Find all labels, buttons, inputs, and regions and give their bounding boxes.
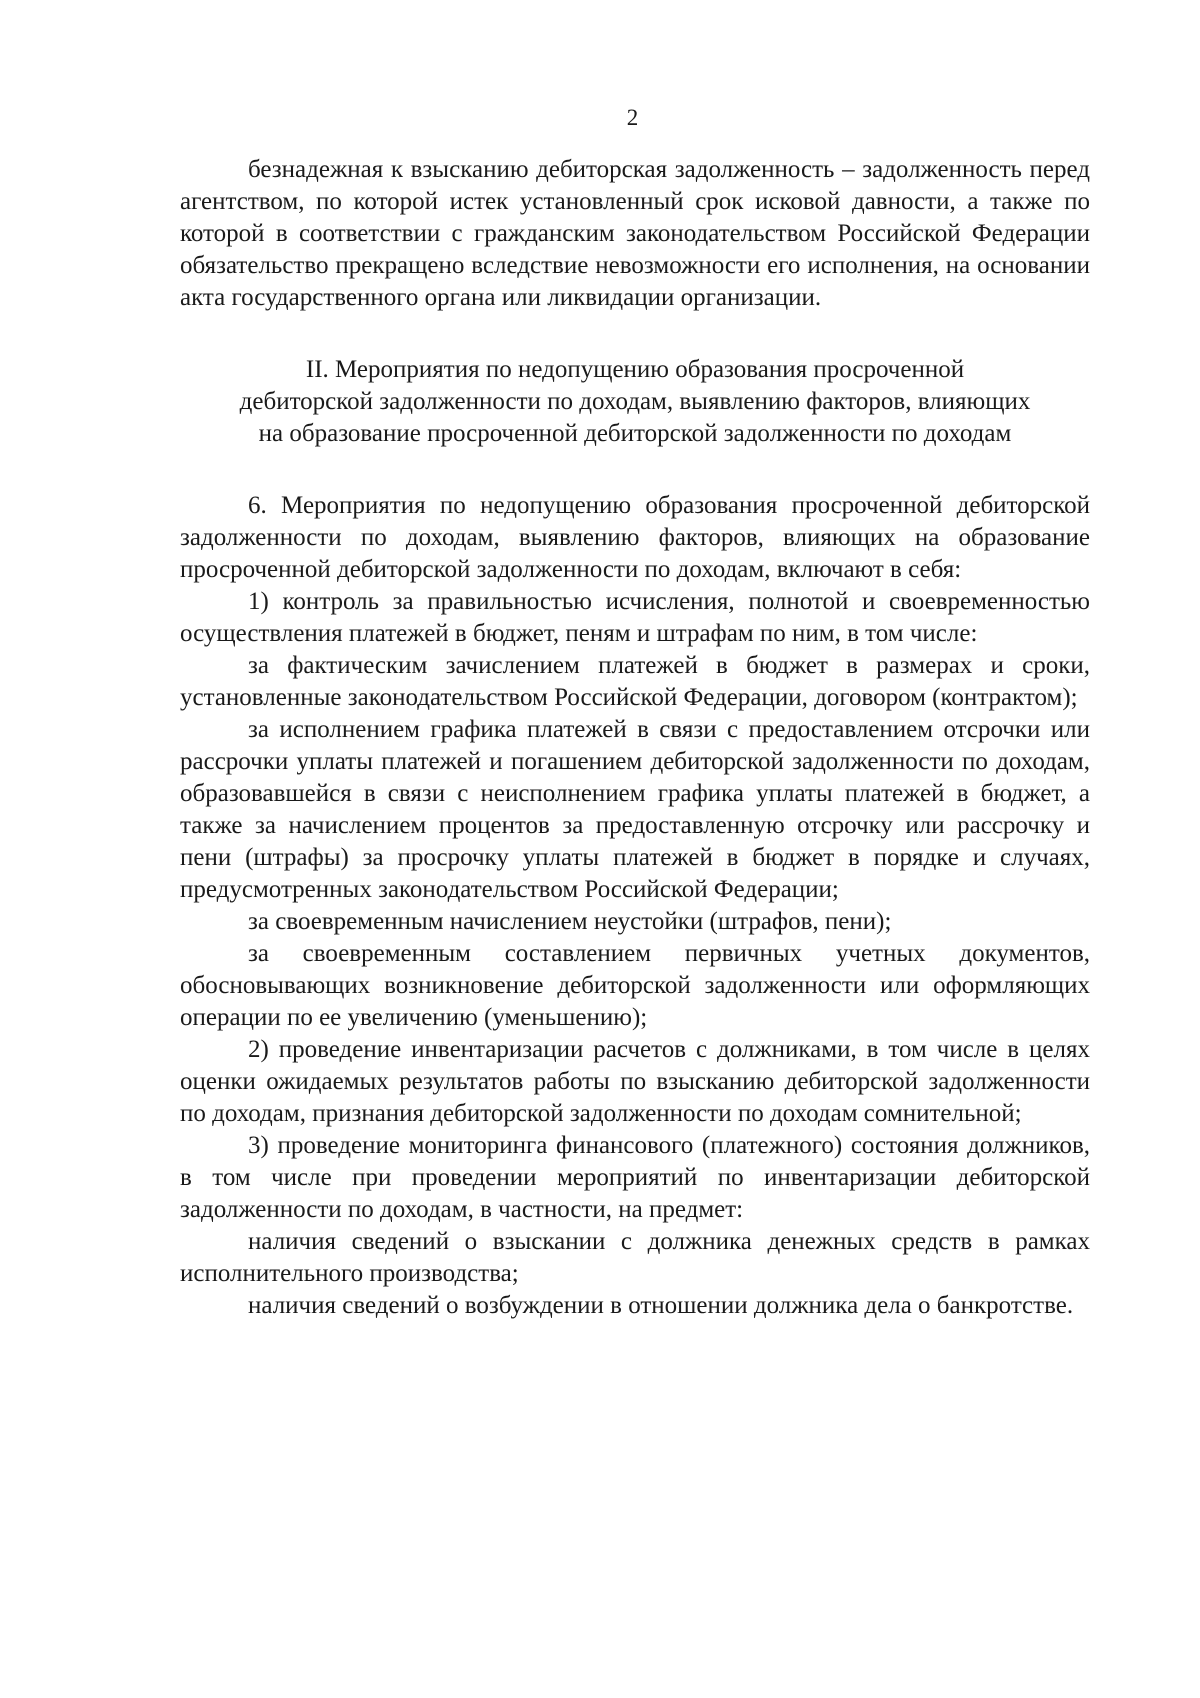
paragraph-control-penalty: за своевременным начислением неустойки (штрафов, пени); [248,908,892,935]
section-heading-line: на образование просроченной дебиторской задолженности по доходам [258,420,1012,447]
document-body [180,154,1090,1322]
intro-paragraph: безнадежная к взысканию дебиторская задолженность – задолженность перед агентством, по которой истек установленный срок исковой давности, а также по которой в соответствии с гражданским законодательством Российской Федерации обязательство прекращено вследствие невозможности его исполнения, на основании акта государственного органа или ликвидации организации. [180,156,1090,311]
paragraph-control-crediting: за фактическим зачислением платежей в бюджет в размерах и сроки, установленные законодательством Российской Федерации, договором (контрактом); [180,652,1090,711]
paragraph-item-6: 6. Мероприятия по недопущению образования просроченной дебиторской задолженности по доходам, выявлению факторов, влияющих на образование просроченной дебиторской задолженности по доходам, включают в себя: [180,492,1090,583]
section-heading [180,354,1090,450]
paragraph-subitem-3: 3) проведение мониторинга финансового (платежного) состояния должников, в том числе при проведении мероприятий по инвентаризации дебиторской задолженности по доходам, в частности, на предмет: [180,1132,1090,1223]
paragraph-subitem-2: 2) проведение инвентаризации расчетов с должниками, в том числе в целях оценки ожидаемых результатов работы по взысканию дебиторской задолженности по доходам, признания дебиторской задолженности по доходам сомнительной; [180,1036,1090,1127]
paragraph-bankruptcy-info: наличия сведений о возбуждении в отношении должника дела о банкротстве. [248,1292,1074,1319]
paragraph-subitem-1: 1) контроль за правильностью исчисления, полнотой и своевременностью осуществления платежей в бюджет, пеням и штрафам по ним, в том числе: [180,588,1090,647]
paragraph-control-schedule: за исполнением графика платежей в связи с предоставлением отсрочки или рассрочки уплаты платежей и погашением дебиторской задолженности по доходам, образовавшейся в связи с неисполнением графика уплаты платежей в бюджет, а также за начислением процентов за предоставленную отсрочку или рассрочку и пени (штрафы) за просрочку уплаты платежей в бюджет в порядке и случаях, предусмотренных законодательством Российской Федерации; [180,716,1090,903]
paragraph-enforcement-info: наличия сведений о взыскании с должника денежных средств в рамках исполнительного производства; [180,1228,1090,1287]
section-heading-line: дебиторской задолженности по доходам, выявлению факторов, влияющих [239,388,1031,415]
section-heading-line: II. Мероприятия по недопущению образования просроченной [305,356,965,383]
paragraph-control-documents: за своевременным составлением первичных учетных документов, обосновывающих возникновение дебиторской задолженности или оформляющих операции по ее увеличению (уменьшению); [180,940,1090,1031]
page-number: 2 [626,105,639,130]
